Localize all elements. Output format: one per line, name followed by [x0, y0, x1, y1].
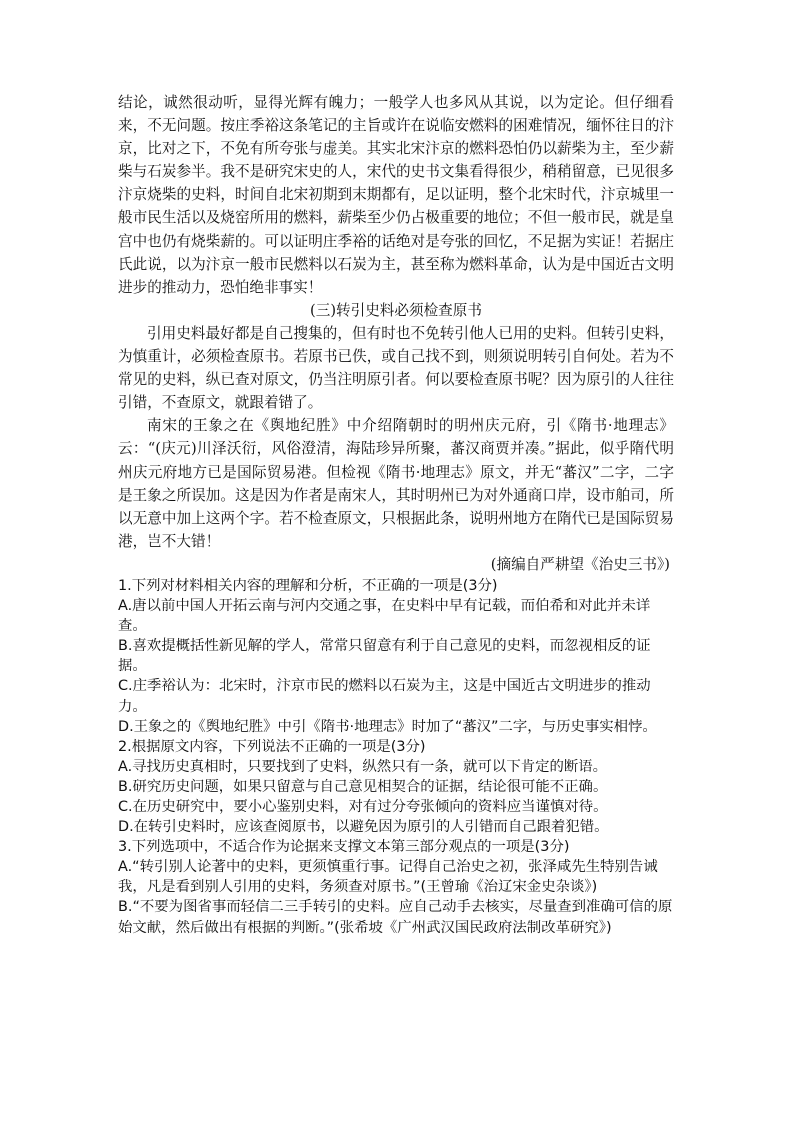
- question-2-option-c: C.在历史研究中，要小心鉴别史料，对有过分夸张倾向的资料应当谨慎对待。: [118, 799, 608, 815]
- question-3-option-a: A.“转引别人论著中的史料，更须慎重行事。记得自己治史之初，张泽咸先生特别告诫我，凡是看到别人引用的史料，务须查对原书。”(王曾瑜《治辽宋金史杂谈》): [118, 859, 658, 896]
- question-1: [118, 576, 674, 737]
- question-2-stem: 2.根据原文内容，下列说法不正确的一项是(3分): [118, 738, 426, 755]
- passage-paragraph-3: 南宋的王象之在《舆地纪胜》中介绍隋朝时的明州庆元府，引《隋书·地理志》云：“(庆元)川泽沃衍，风俗澄清，海陆珍异所聚，蕃汉商贾并凑。”据此，似乎隋代明州庆元府地方已是国际贸易港。但检视《隋书·地理志》原文，并无“蕃汉”二字，二字是王象之所误加。这是因为作者是南宋人，其时明州已为对外通商口岸，设市舶司，所以无意中加上这两个字。若不检查原文，只根据此条，说明州地方在隋代已是国际贸易港，岂不大错！: [118, 417, 674, 550]
- question-2-option-d: D.在转引史料时，应该查阅原书，以避免因为原引的人引错而自己跟着犯错。: [118, 819, 609, 836]
- question-1-stem: 1.下列对材料相关内容的理解和分析，不正确的一项是(3分): [118, 577, 498, 594]
- question-1-option-b: B.喜欢提概括性新见解的学人，常常只留意有利于自己意见的史料，而忽视相反的证据。: [118, 638, 651, 675]
- passage-source: (摘编自严耕望《治史三书》): [490, 555, 670, 573]
- passage-paragraph-1: 结论，诚然很动听，显得光辉有魄力；一般学人也多风从其说，以为定论。但仔细看来，不无问题。按庄季裕这条笔记的主旨或许在说临安燃料的困难情况，缅怀往日的汴京，比对之下，不免有所夸张与虚美。其实北宋汴京的燃料恐怕仍以薪柴为主，至少薪柴与石炭参半。我不是研究宋史的人，宋代的史书文集看得很少，稍稍留意，已见很多汴京烧柴的史料，时间自北宋初期到末期都有，足以证明，整个北宋时代，汴京城里一般市民生活以及烧窑所用的燃料，薪柴至少仍占极重要的地位；不但一般市民，就是皇宫中也仍有烧柴薪的。可以证明庄季裕的话绝对是夸张的回忆，不足据为实证！若据庄氏此说，以为汴京一般市民燃料以石炭为主，甚至称为燃料革命，认为是中国近古文明进步的推动力，恐怕绝非事实！: [118, 94, 674, 296]
- question-1-option-d: D.王象之的《舆地纪胜》中引《隋书·地理志》时加了“蕃汉”二字，与历史事实相悖。: [118, 718, 657, 735]
- question-2-option-a: A.寻找历史真相时，只要找到了史料，纵然只有一条，就可以下肯定的断语。: [118, 758, 608, 775]
- section-heading-3: (三)转引史料必须检查原书: [310, 301, 482, 319]
- question-3-stem: 3.下列选项中，不适合作为论据来支撑文本第三部分观点的一项是(3分): [118, 839, 570, 856]
- question-1-option-a: A.唐以前中国人开拓云南与河内交通之事，在史料中早有记载，而伯希和对此并未详查。: [118, 598, 651, 635]
- question-3: [118, 837, 674, 937]
- question-1-option-c: C.庄季裕认为：北宋时，汴京市民的燃料以石炭为主，这是中国近古文明进步的推动力。: [118, 678, 651, 715]
- document-content: [118, 91, 674, 938]
- question-2: [118, 737, 674, 837]
- question-2-option-b: B.研究历史问题，如果只留意与自己意见相契合的证据，结论很可能不正确。: [118, 778, 608, 795]
- passage-paragraph-2: 引用史料最好都是自己搜集的，但有时也不免转引他人已用的史料。但转引史料，为慎重计，必须检查原书。若原书已佚，或自己找不到，则须说明转引自何处。若为不常见的史料，纵已查对原文，仍当注明原引者。何以要检查原书呢？因为原引的人往往引错，不查原文，就跟着错了。: [118, 324, 674, 412]
- question-3-option-b: B.“不要为图省事而轻信二三手转引的史料。应自己动手去核实，尽量查到准确可信的原始文献，然后做出有根据的判断。”(张希坡《广州武汉国民政府法制改革研究》): [118, 899, 673, 936]
